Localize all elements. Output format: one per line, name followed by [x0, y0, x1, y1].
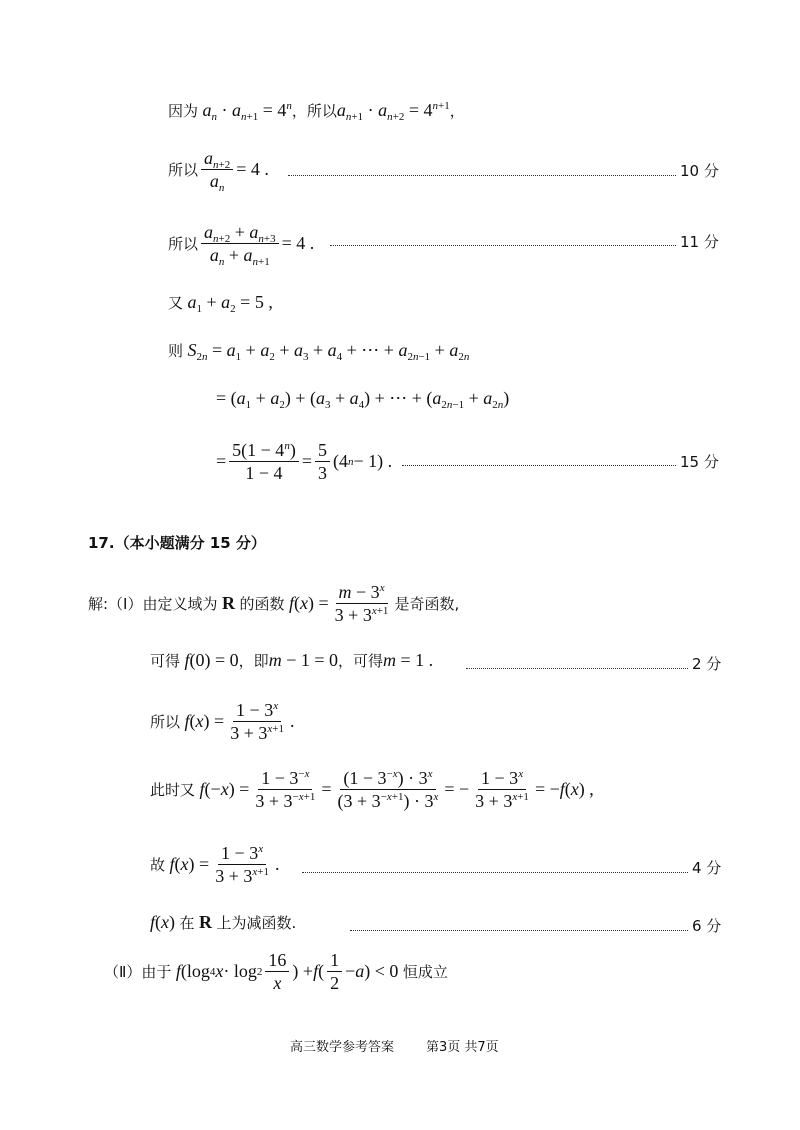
line-grouped: [216, 388, 509, 409]
text-part2-intro: （Ⅱ）由于: [104, 963, 172, 981]
formula-ratio: $\frac{a_{n+2}}{a_n}$ = 4 .: [198, 148, 269, 191]
line-initial: [168, 292, 273, 313]
formula-fx-def: f ( x ) = $\frac{m - 3^x}{3 + 3^{x+1}}$: [289, 582, 389, 625]
formula-fx-short: f(x): [150, 912, 180, 932]
text-also-now: 此时又: [150, 781, 196, 799]
score-2: 2 分: [692, 655, 722, 673]
text-always-holds: 恒成立: [402, 963, 448, 981]
score-10: 10 分: [680, 162, 719, 180]
text-function: 的函数: [239, 595, 285, 613]
text-so-4: 所以: [150, 713, 181, 731]
line-solution-part1: [88, 582, 459, 625]
text-so-2: 所以: [168, 161, 199, 179]
score-11: 11 分: [680, 233, 719, 251]
line-s2n: [168, 340, 469, 361]
formula-f0: f(0) = 0: [184, 650, 239, 670]
symbol-R: R: [217, 593, 240, 613]
text-so: ，所以: [291, 102, 337, 120]
line-verify-odd: [150, 768, 594, 811]
text-because: 因为: [168, 102, 199, 120]
dot-leader: [302, 872, 688, 873]
text-comma: ，: [449, 102, 465, 120]
text-is-odd: 是奇函数,: [394, 595, 460, 613]
formula-f-minus-x: f (− x ) = $\frac{1 - 3^{-x}}{3 + 3^{-x+1}}$ = $\frac{(1 - 3^{-x}) \cdot 3^x}{(3 + 3^{-x+1}) \cdot 3^x}$ = − $\frac{1 - 3^x}{3 + 3^{x+1}}$ = − f ( x ) ,: [199, 768, 594, 811]
line-ratio: [168, 148, 269, 194]
formula-grouped: = $(a_1 + a_2) + (a_3 + a_4)$ + ⋯ + $(a_{2n-1} + a_{2n})$: [216, 388, 510, 411]
text-also: 又: [168, 294, 184, 312]
line-recurrence: [168, 100, 465, 121]
text-solution-intro: 解:（Ⅰ）由定义域为: [88, 595, 218, 613]
score-6: 6 分: [692, 917, 722, 935]
formula-a1-a2: $a_1 + a_2 = 5$ ,: [187, 292, 273, 315]
text-then: 则: [168, 342, 184, 360]
text-therefore: 故: [150, 856, 166, 874]
text-obtain: 可得: [150, 652, 181, 670]
dot-leader: [402, 465, 676, 466]
text-obtain-2: ，可得: [338, 652, 384, 670]
dot-leader: [466, 668, 688, 669]
text-on: 在: [179, 914, 195, 932]
symbol-R-2: R: [194, 912, 217, 932]
line-result: [216, 440, 392, 483]
text-ie: ，即: [238, 652, 269, 670]
line-decreasing: [150, 912, 296, 933]
formula-an1-an2: $a_{n+1} \cdot a_{n+2} = 4^{n+1}$: [336, 100, 450, 123]
line-sum-ratio: [168, 222, 315, 268]
dot-leader: [350, 930, 688, 931]
line-fx: [150, 700, 294, 743]
formula-sum-ratio: $\frac{a_{n+2} + a_{n+3}}{a_n + a_{n+1}}$ = 4 .: [198, 222, 314, 265]
footer-course: 高三数学参考答案: [290, 1040, 395, 1055]
line-therefore: [150, 843, 279, 886]
problem-17-heading: 17.（本小题满分 15 分）: [88, 534, 266, 552]
formula-m-eq-1: m = 1 .: [383, 650, 434, 670]
text-so-3: 所以: [168, 235, 199, 253]
formula-s2n: $S_{2n} = a_1 + a_2 + a_3 + a_4$ + ⋯ + $a_{2n-1} + a_{2n}$: [187, 340, 470, 363]
line-part2: [104, 950, 448, 993]
formula-m-minus-1: m − 1 = 0: [268, 650, 338, 670]
formula-inequality: f (log 4 x · log 2 $\frac{16}{x}$ ) + f ( $\frac{1}{2}$ − a ) < 0: [175, 950, 403, 993]
dot-leader: [288, 175, 676, 176]
formula-an-an1: $a_n \cdot a_{n+1} = 4^n$: [202, 100, 292, 123]
line-m-value: [150, 650, 433, 671]
formula-fx: f ( x ) = $\frac{1 - 3^x}{3 + 3^{x+1}}$ .: [184, 700, 295, 743]
score-4: 4 分: [692, 859, 722, 877]
dot-leader: [330, 245, 676, 246]
footer-page-number: 第3页 共7页: [426, 1040, 499, 1055]
score-15: 15 分: [680, 453, 719, 471]
formula-result: = $\frac{5(1 - 4^n)}{1 - 4}$ = $\frac{5}{3}$ (4 n − 1) .: [216, 440, 393, 483]
text-decreasing: 上为减函数.: [216, 914, 297, 932]
formula-fx-final: f ( x ) = $\frac{1 - 3^x}{3 + 3^{x+1}}$ .: [169, 843, 280, 886]
